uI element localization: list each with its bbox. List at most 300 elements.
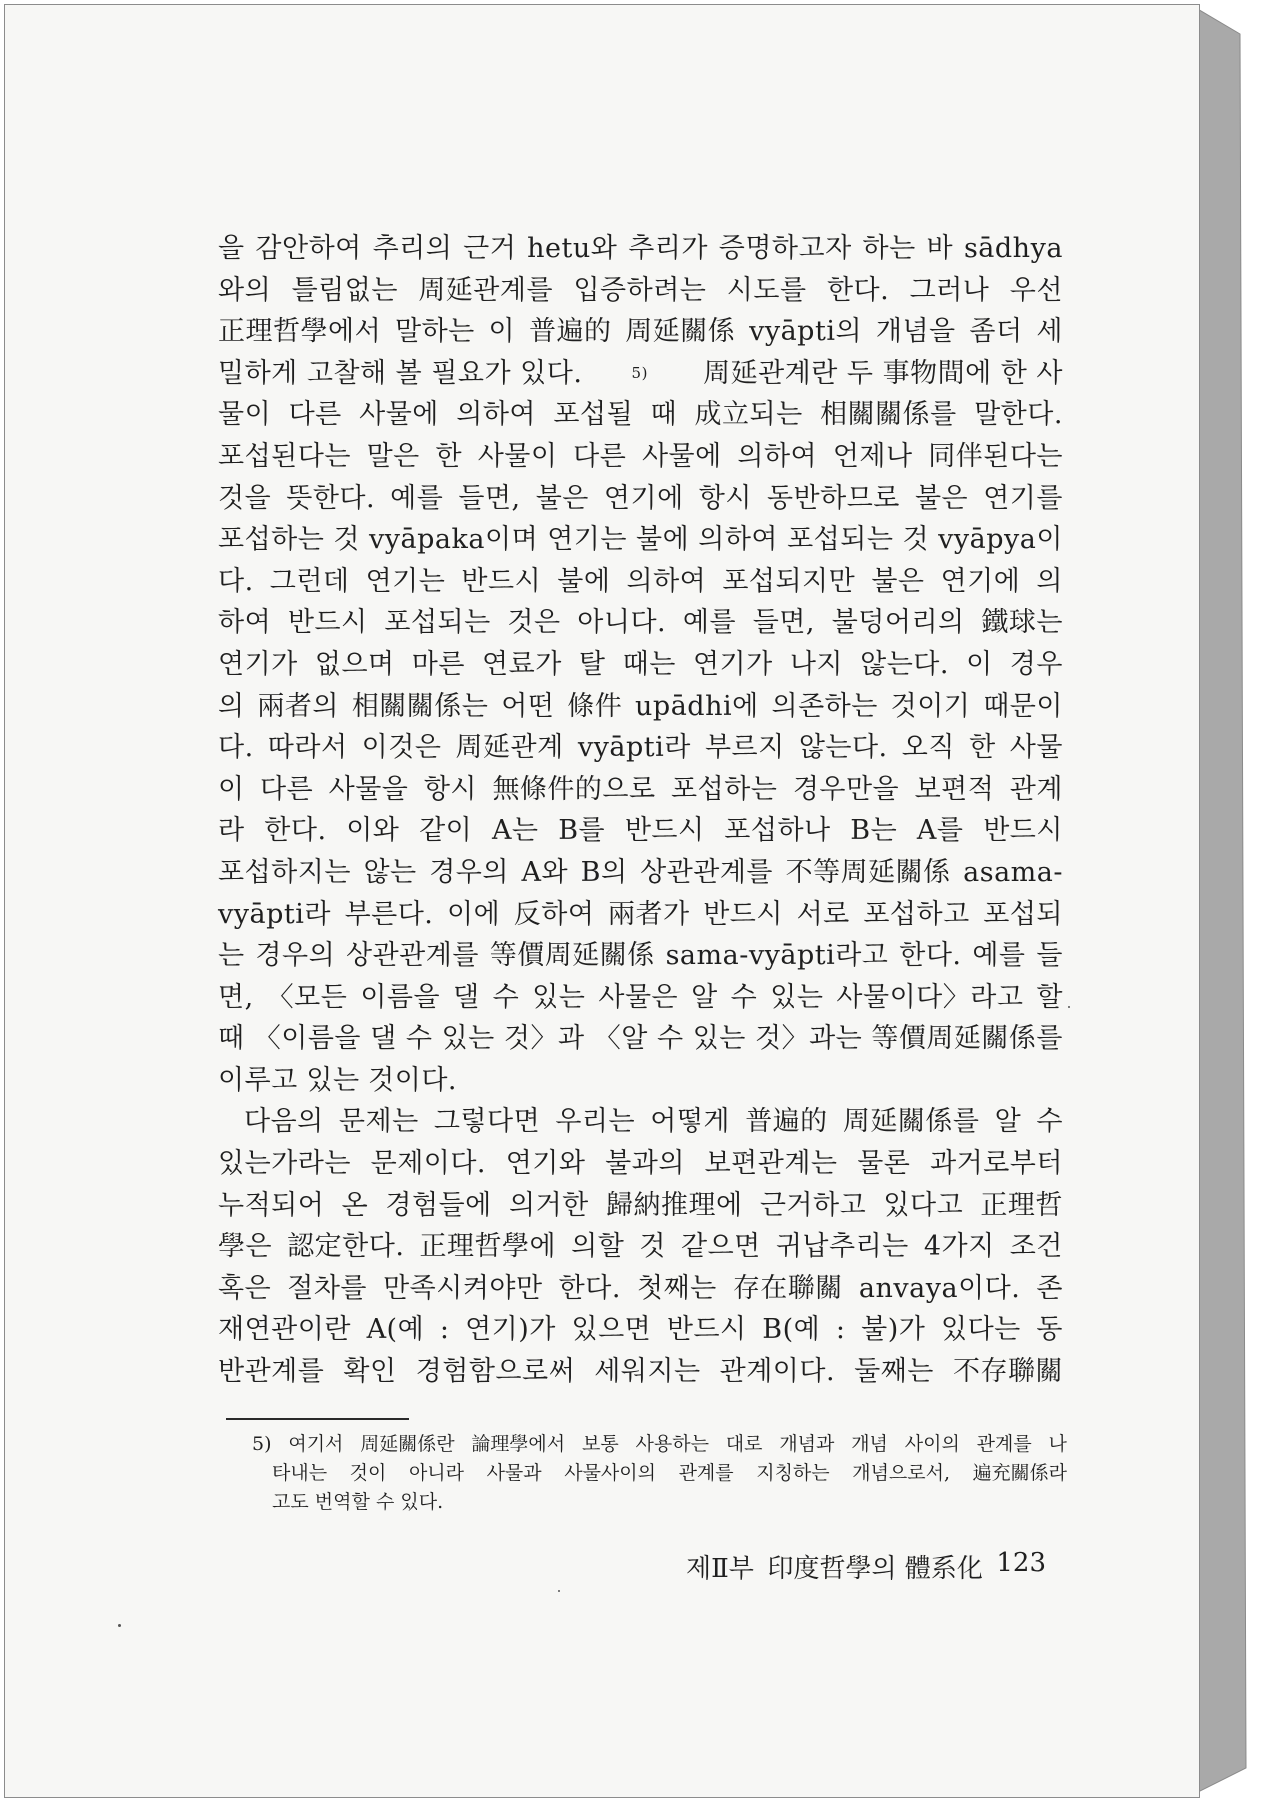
word: 반드시 (983, 815, 1063, 847)
word: 추리의 (372, 233, 453, 264)
word: 나 (1048, 1433, 1067, 1455)
word: 따라서 (267, 732, 348, 764)
page-edge-shadow (1196, 8, 1248, 1793)
word: 不等周延關係 (785, 856, 951, 888)
word: 때는 (622, 648, 676, 680)
word: 正理哲學에서 (218, 316, 382, 348)
word: 다른 (288, 399, 342, 431)
word: 알 (691, 981, 718, 1013)
word: 歸納推理에 (606, 1189, 743, 1221)
text-line (218, 602, 1063, 644)
text-line (218, 852, 1063, 894)
word: 탈 (578, 648, 606, 680)
word: 개념 (851, 1433, 888, 1455)
word: 한다. (264, 815, 327, 847)
word: 라 (218, 815, 245, 847)
text-line (218, 727, 1063, 769)
word: 사용하는 (635, 1433, 709, 1455)
word: 周延關係 (625, 316, 736, 348)
text-line-tail: 周延관계란 두 事物間에 한 사 (703, 357, 1063, 389)
text-line (218, 228, 1063, 270)
word: 반관계를 (218, 1356, 325, 1388)
word: 대로 (725, 1433, 763, 1455)
word: 연기)가 (465, 1314, 556, 1346)
word: 우선 (1009, 274, 1063, 306)
word: 때 (650, 399, 678, 431)
word: 論理學에서 (471, 1433, 566, 1455)
word: sādhya (963, 233, 1063, 264)
chapter-title: 印度哲學의 體系化 (767, 1554, 983, 1584)
word: 과거로부터 (930, 1148, 1063, 1180)
word: 수 (405, 1023, 433, 1055)
word: 같이 (419, 815, 473, 847)
word: 없으며 (314, 648, 395, 680)
word: 있다는 (940, 1314, 1021, 1346)
word: 서로 (796, 898, 850, 930)
word: 周延관계를 (418, 274, 554, 306)
word: 〈모든 (266, 981, 348, 1013)
word: 포섭하고 (863, 898, 970, 930)
word: 것은 (507, 607, 561, 639)
word: 同伴된다는 (928, 440, 1063, 472)
word: 시도를 (726, 274, 807, 306)
word: 좀더 (969, 316, 1023, 348)
word: 물론 (857, 1148, 911, 1180)
word: 연기에 (940, 565, 1021, 597)
word: 다. (218, 732, 254, 764)
word: 어떤 (501, 690, 555, 722)
text-line (218, 894, 1063, 936)
word: 것 (333, 524, 360, 556)
word: upādhi에 (635, 690, 759, 722)
word: 불은 (914, 482, 969, 514)
word: 포섭되 (983, 898, 1063, 930)
word: 것〉과는 (755, 1023, 863, 1055)
word: 學은 (218, 1231, 273, 1263)
word: 하는 (862, 233, 916, 264)
word: 있다. (400, 1491, 444, 1513)
word: 이 (488, 316, 516, 348)
word: 입증하려는 (573, 274, 707, 306)
word: 항시 (423, 773, 477, 805)
text-line (218, 1101, 1063, 1143)
word: 상관관계를 (640, 856, 774, 888)
word: 사물은 (598, 981, 679, 1013)
word: 문제는 (338, 1106, 419, 1138)
word: 하여 (218, 607, 272, 639)
word: 세워지는 (594, 1356, 701, 1388)
word: : (835, 1314, 846, 1346)
word: 연기를 (983, 482, 1063, 514)
word: 等價周延關係 (489, 940, 655, 972)
word: 사물과 (486, 1462, 542, 1484)
word: 수 (492, 981, 520, 1013)
word: 불에 (557, 565, 611, 597)
footnote-line (252, 1459, 1067, 1488)
scan-speck (558, 1590, 560, 1592)
text-line (218, 810, 1063, 852)
word: 存在聯關 (732, 1272, 843, 1304)
word: 어떻게 (650, 1106, 731, 1138)
word: 동 (1036, 1314, 1063, 1346)
word: 불에 (636, 524, 690, 556)
word: 불덩어리의 (831, 607, 965, 639)
scan-speck (1068, 1006, 1070, 1008)
word: 말하는 (394, 316, 475, 348)
text-line (218, 1351, 1063, 1393)
word: vyāpti라 (577, 732, 691, 764)
word: 한다. (899, 940, 962, 972)
word: 이에 (447, 898, 501, 930)
word: 세 (1036, 316, 1063, 348)
part-label: 제Ⅱ부 (686, 1554, 754, 1584)
word: 경우의 (429, 856, 509, 888)
text-line (218, 977, 1063, 1019)
word: 있는 (441, 1023, 495, 1055)
word: 있는 (770, 981, 824, 1013)
word: 감안하여 (255, 233, 362, 264)
word: 근거하고 (759, 1189, 867, 1221)
word: 연기는 (365, 565, 446, 597)
word: 의 (1036, 565, 1063, 597)
word: 사물에 (641, 440, 722, 472)
word: 번역할 (314, 1491, 370, 1513)
word: 사물 (1009, 732, 1063, 764)
word: 사물이다〉라고 (836, 981, 1024, 1013)
scan-speck (118, 1624, 121, 1627)
word: 증명하고자 (718, 233, 852, 264)
word: 있다고 (883, 1189, 964, 1221)
word: 있는 (306, 1064, 360, 1096)
word: 불)가 (861, 1314, 926, 1346)
word: 의 (218, 690, 245, 722)
word: 한다. (558, 1272, 621, 1304)
word: 다. (218, 565, 254, 597)
word: 첫째는 (636, 1272, 717, 1304)
word: 절차를 (287, 1272, 367, 1304)
text-line-head: 밀하게 고찰해 볼 필요가 있다. (218, 357, 583, 389)
word: 예를 (390, 482, 444, 514)
footnote-line (252, 1430, 1067, 1459)
word: 바 (926, 233, 954, 264)
text-line (218, 1018, 1063, 1060)
word: 상관관계를 (346, 940, 479, 972)
word: 물이 (218, 399, 272, 431)
word: 의하여 (737, 440, 818, 472)
word: 수 (1036, 1106, 1063, 1138)
word: 할 (1036, 981, 1063, 1013)
word: 그런데 (269, 565, 350, 597)
word: 條件 (567, 690, 623, 722)
word: 그렇다면 (433, 1106, 541, 1138)
word: 의하여 (456, 399, 537, 431)
word: 개념과 (779, 1433, 835, 1455)
body-text (218, 228, 1063, 1393)
word: 한 (969, 732, 996, 764)
word: 포섭하지는 (218, 856, 351, 888)
word: anvaya이다. (858, 1272, 1021, 1304)
text-line (218, 1226, 1063, 1268)
word: 수 (656, 1023, 684, 1055)
word: 그러나 (909, 274, 990, 306)
text-line (218, 686, 1063, 728)
footnote (252, 1430, 1067, 1517)
word: 틀림없는 (291, 274, 398, 306)
word: 타내는 (272, 1462, 328, 1484)
word: 兩者의 (257, 690, 339, 722)
word: 相關關係는 (351, 690, 489, 722)
word: 兩者가 (608, 898, 690, 930)
text-line (218, 478, 1063, 520)
word: 귀납추리는 (775, 1231, 909, 1263)
word: 경우만을 (792, 773, 900, 805)
text-line (218, 561, 1063, 603)
word: 이름을 (360, 981, 441, 1013)
word: 周延關係란 (360, 1433, 455, 1455)
word: 認定한다. (287, 1231, 405, 1263)
word: 누적되어 (218, 1189, 325, 1221)
word: 이 (966, 648, 993, 680)
text-line (218, 644, 1063, 686)
word: 않는 (363, 856, 417, 888)
word: 관계이다. (719, 1356, 836, 1388)
word: A(예 (366, 1314, 425, 1346)
word: 온 (341, 1189, 369, 1221)
word: 等價周延關係를 (871, 1023, 1063, 1055)
word: 있는 (532, 981, 586, 1013)
word: 보편관계는 (704, 1148, 838, 1180)
text-line (218, 436, 1063, 478)
word: 들면, (458, 482, 521, 514)
word: 경험들에 (385, 1189, 492, 1221)
text-line (218, 1268, 1063, 1310)
word: 나지 (789, 648, 843, 680)
word: 마른 (411, 648, 465, 680)
footnote-divider (226, 1418, 409, 1420)
word: 연기가 (692, 648, 773, 680)
word: 것이 (349, 1462, 387, 1484)
word: 고도 (272, 1491, 309, 1513)
word: 있는 (692, 1023, 746, 1055)
word: A는 (491, 815, 539, 847)
word: 의거한 (509, 1189, 589, 1221)
word: 지칭하는 (756, 1462, 830, 1484)
word: 한다. (826, 274, 890, 306)
word: 의존하는 (771, 690, 878, 722)
word: 혹은 (218, 1272, 272, 1304)
word: 예를 (972, 940, 1026, 972)
word: 포섭되는 (384, 607, 491, 639)
word: 이것은 (361, 732, 442, 764)
word: 있으면 (571, 1314, 652, 1346)
word: B는 (850, 815, 898, 847)
text-line (218, 1060, 1063, 1102)
word: 普遍的 (528, 316, 612, 348)
word: 댈 (370, 1023, 397, 1055)
text-line (218, 353, 1063, 395)
word: 연기와 (505, 1148, 586, 1180)
word: 遍充關係라 (972, 1462, 1067, 1484)
word: 周延관계 (455, 732, 564, 764)
word: 개념으로서, (852, 1462, 951, 1484)
word: 경우 (1009, 648, 1063, 680)
word: 들면, (752, 607, 815, 639)
word: 普遍的 (745, 1106, 828, 1138)
word: 동반하므로 (766, 482, 900, 514)
word: 않는다. (798, 732, 888, 764)
word: 조건 (1009, 1231, 1063, 1263)
footnote-line (252, 1488, 1067, 1517)
word: 경우의 (255, 940, 336, 972)
text-line (218, 519, 1063, 561)
word: 와의 (218, 274, 272, 306)
footnote-reference: 5) (631, 363, 648, 382)
word: 사물이 (477, 440, 558, 472)
word: 뜻한다. (286, 482, 376, 514)
word: 부르지 (704, 732, 785, 764)
word: 사물에 (359, 399, 439, 431)
text-line (218, 1143, 1063, 1185)
word: 것 (639, 1231, 666, 1263)
word: 우리는 (555, 1106, 636, 1138)
word: 연기에 (603, 482, 684, 514)
word: 들 (1036, 940, 1063, 972)
word: 수 (730, 981, 758, 1013)
word: 한 (435, 440, 463, 472)
word: 사물을 (328, 773, 409, 805)
word: 관계를 (976, 1433, 1032, 1455)
word: 아니다. (577, 607, 667, 639)
word: 의하여 (698, 524, 779, 556)
word: B의 (580, 856, 628, 888)
word: 正理哲學에 (419, 1231, 557, 1263)
word: asama- (963, 856, 1063, 888)
word: 연기는 (547, 524, 627, 556)
word: 관계를 (678, 1462, 734, 1484)
word: 無條件的으로 (492, 773, 656, 805)
word: 존 (1036, 1272, 1063, 1304)
word: 확인 (343, 1356, 397, 1388)
text-line (218, 769, 1063, 811)
word: 않는다. (860, 648, 949, 680)
word: 때문이 (983, 690, 1063, 722)
word: 周延關係를 (842, 1106, 980, 1138)
word: 추리가 (628, 233, 708, 264)
word: B(예 (762, 1314, 821, 1346)
word: 불과의 (605, 1148, 685, 1180)
word: 不存聯關 (952, 1356, 1063, 1388)
word: 반드시 (287, 607, 368, 639)
word: 成立되는 (694, 399, 803, 431)
word: 오직 (901, 732, 955, 764)
page-number: 123 (996, 1548, 1046, 1578)
word: 반드시 (666, 1314, 747, 1346)
text-line (218, 1185, 1063, 1227)
word: 반드시 (703, 898, 783, 930)
word: 사이의 (904, 1433, 960, 1455)
word: 反하여 (513, 898, 595, 930)
text-line (218, 935, 1063, 977)
word: vyāpti의 (749, 316, 863, 348)
text-line (218, 311, 1063, 353)
word: 면, (218, 981, 254, 1013)
word: 보통 (581, 1433, 619, 1455)
word: A와 (521, 856, 569, 888)
text-line (218, 394, 1063, 436)
word: 반드시 (624, 815, 705, 847)
word: 正理哲 (980, 1189, 1063, 1221)
word: 〈이름을 (253, 1023, 361, 1055)
word: 여기서 (288, 1433, 344, 1455)
word: 4가지 (923, 1231, 995, 1263)
word: 연료가 (482, 648, 562, 680)
word: 포섭될 (553, 399, 634, 431)
word: 부른다. (344, 898, 434, 930)
word: B를 (558, 815, 606, 847)
word: 포섭되지만 (722, 565, 856, 597)
text-line (218, 270, 1063, 312)
word: 이와 (346, 815, 400, 847)
word: sama-vyāpti라고 (665, 940, 889, 972)
word: 의하여 (626, 565, 707, 597)
word: 연기가 (218, 648, 298, 680)
word: 포섭하나 (724, 815, 831, 847)
word: 것을 (218, 482, 272, 514)
word: 항시 (698, 482, 752, 514)
word: 개념을 (875, 316, 956, 348)
word: 불은 (535, 482, 589, 514)
word: vyāpti라 (218, 898, 331, 930)
word: 때 (218, 1023, 245, 1055)
word: 相關關係를 (820, 399, 957, 431)
word: 사물사이의 (564, 1462, 656, 1484)
word: 알 (994, 1106, 1022, 1138)
word: 것〉과 (503, 1023, 585, 1055)
word: 말은 (366, 440, 420, 472)
word: 반드시 (461, 565, 542, 597)
word: 것 (902, 524, 930, 556)
word: 언제나 (832, 440, 913, 472)
word: 둘째는 (854, 1356, 934, 1388)
word: vyāpya이 (938, 524, 1063, 556)
word: 보편적 (914, 773, 995, 805)
word: 이 (218, 773, 245, 805)
word: A를 (916, 815, 964, 847)
word: hetu와 (527, 233, 618, 264)
word: 예를 (682, 607, 737, 639)
word: 다른 (260, 773, 314, 805)
word: 말한다. (974, 399, 1063, 431)
word: 다른 (573, 440, 627, 472)
word: 다음의 (244, 1106, 324, 1138)
word: 을 (218, 233, 245, 264)
word: 근거 (463, 233, 517, 264)
word: 수 (375, 1491, 395, 1513)
word: 불은 (871, 565, 925, 597)
word: 는 (218, 940, 245, 972)
word: : (439, 1314, 450, 1346)
word: 의할 (571, 1231, 625, 1263)
word: 鐵球는 (981, 607, 1063, 639)
word: 포섭하는 (671, 773, 778, 805)
word: 것이기 (890, 690, 971, 722)
word: 관계 (1009, 773, 1063, 805)
word: 경험함으로써 (415, 1356, 576, 1388)
word: 〈알 (593, 1023, 648, 1055)
word: 문제이다. (370, 1148, 487, 1180)
word: 것이다. (368, 1064, 458, 1096)
word: 있는가라는 (218, 1148, 351, 1180)
